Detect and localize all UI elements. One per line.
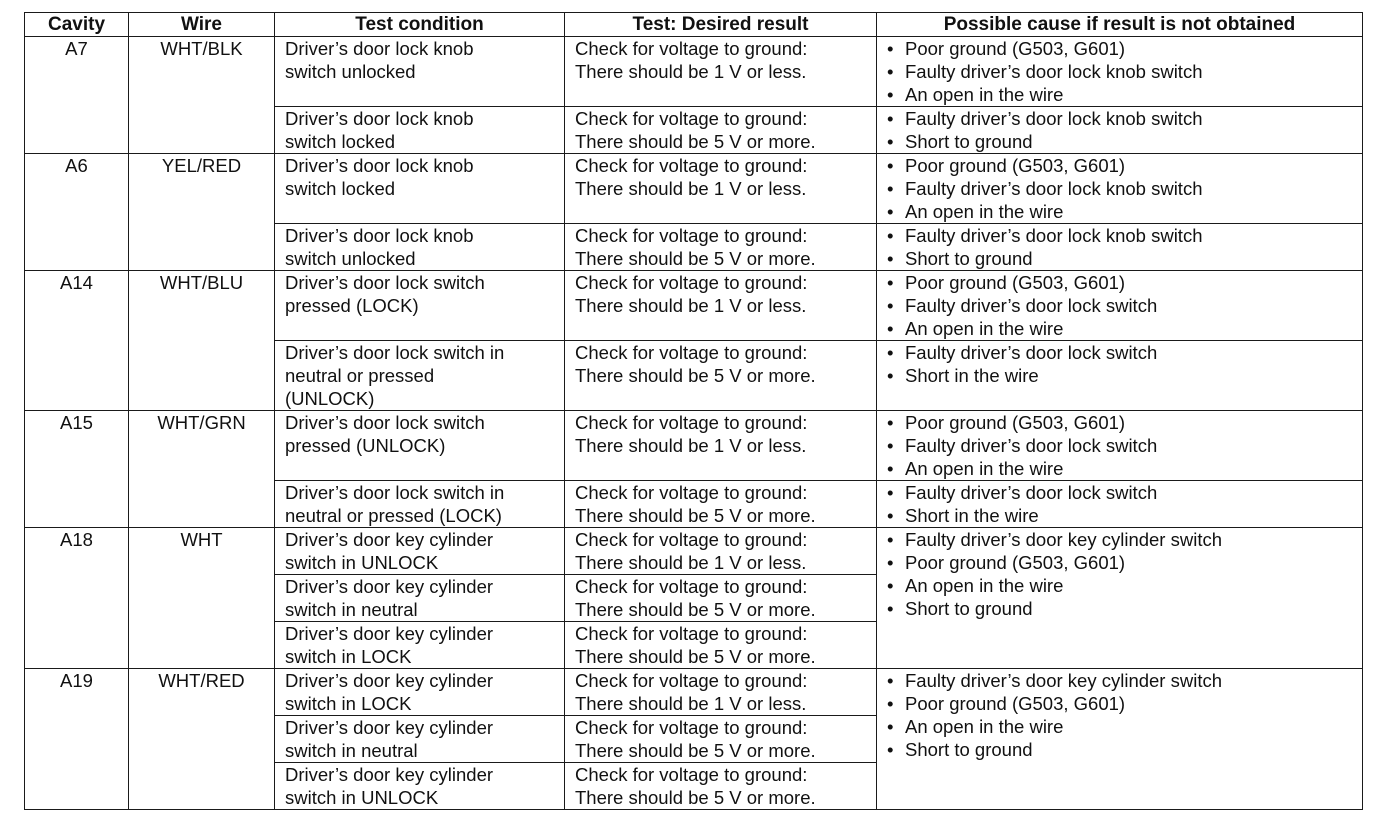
desired-result-cell: Check for voltage to ground: There should be 5 V or more.: [565, 575, 877, 622]
cavity-cell: A7: [25, 37, 129, 154]
cause-list-item: [887, 341, 1362, 364]
bullet-icon: •: [887, 482, 894, 503]
cavity-cell: A6: [25, 154, 129, 271]
cause-text: Short to ground: [905, 598, 1033, 619]
cause-text: Faulty driver’s door key cylinder switch: [905, 670, 1223, 691]
cause-list-item: [887, 715, 1362, 738]
bullet-icon: •: [887, 295, 894, 316]
cause-list-item: [887, 247, 1362, 270]
bullet-icon: •: [887, 155, 894, 176]
door-lock-test-table: [24, 12, 1363, 810]
table-row: [25, 528, 1363, 575]
cause-list-item: [887, 60, 1362, 83]
cause-list-item: [887, 83, 1362, 106]
cause-text: Short to ground: [905, 248, 1033, 269]
cavity-cell: A18: [25, 528, 129, 669]
wire-cell: WHT/BLK: [129, 37, 275, 154]
test-condition-cell: Driver’s door lock knob switch locked: [275, 154, 565, 224]
cause-list-item: [887, 738, 1362, 761]
table-row: [25, 154, 1363, 224]
cause-list-item: [887, 481, 1362, 504]
header-desired-result: Test: Desired result: [565, 13, 877, 37]
cause-text: Faulty driver’s door lock switch: [905, 295, 1158, 316]
cause-list-item: [887, 317, 1362, 340]
bullet-icon: •: [887, 225, 894, 246]
bullet-icon: •: [887, 201, 894, 222]
test-condition-cell: Driver’s door key cylinder switch in neutral: [275, 575, 565, 622]
header-possible-cause: Possible cause if result is not obtained: [877, 13, 1363, 37]
bullet-icon: •: [887, 670, 894, 691]
possible-cause-cell: [877, 154, 1363, 224]
header-test-condition: Test condition: [275, 13, 565, 37]
bullet-icon: •: [887, 505, 894, 526]
desired-result-cell: Check for voltage to ground: There should be 1 V or less.: [565, 669, 877, 716]
cause-list-item: [887, 434, 1362, 457]
cause-list-item: [887, 692, 1362, 715]
bullet-icon: •: [887, 108, 894, 129]
test-condition-cell: Driver’s door key cylinder switch in UNLOCK: [275, 528, 565, 575]
cause-list-item: [887, 37, 1362, 60]
possible-cause-cell: [877, 224, 1363, 271]
cause-list-item: [887, 574, 1362, 597]
bullet-icon: •: [887, 178, 894, 199]
desired-result-cell: Check for voltage to ground: There should be 5 V or more.: [565, 622, 877, 669]
cause-text: Faulty driver’s door lock switch: [905, 342, 1158, 363]
cause-list-item: [887, 107, 1362, 130]
desired-result-cell: Check for voltage to ground: There should be 5 V or more.: [565, 341, 877, 411]
cause-text: Short in the wire: [905, 365, 1039, 386]
cause-list-item: [887, 177, 1362, 200]
cavity-cell: A14: [25, 271, 129, 411]
cause-text: Faulty driver’s door key cylinder switch: [905, 529, 1223, 550]
cause-text: Poor ground (G503, G601): [905, 155, 1126, 176]
cause-text: An open in the wire: [905, 201, 1064, 222]
desired-result-cell: Check for voltage to ground: There should be 1 V or less.: [565, 271, 877, 341]
bullet-icon: •: [887, 598, 894, 619]
cause-list-item: [887, 457, 1362, 480]
cavity-cell: A15: [25, 411, 129, 528]
desired-result-cell: Check for voltage to ground: There should be 5 V or more.: [565, 107, 877, 154]
test-condition-cell: Driver’s door lock switch pressed (LOCK): [275, 271, 565, 341]
table-body: [25, 37, 1363, 810]
test-condition-cell: Driver’s door lock switch pressed (UNLOCK): [275, 411, 565, 481]
cause-list-item: [887, 154, 1362, 177]
table-row: [25, 271, 1363, 341]
bullet-icon: •: [887, 38, 894, 59]
header-row: [25, 13, 1363, 37]
cause-list-item: [887, 294, 1362, 317]
bullet-icon: •: [887, 272, 894, 293]
test-condition-cell: Driver’s door lock knob switch unlocked: [275, 224, 565, 271]
table-row: [25, 411, 1363, 481]
cause-text: Faulty driver’s door lock knob switch: [905, 108, 1203, 129]
cause-text: An open in the wire: [905, 458, 1064, 479]
cause-text: An open in the wire: [905, 575, 1064, 596]
cause-text: Poor ground (G503, G601): [905, 693, 1126, 714]
cavity-cell: A19: [25, 669, 129, 810]
desired-result-cell: Check for voltage to ground: There should be 5 V or more.: [565, 224, 877, 271]
test-condition-cell: Driver’s door lock switch in neutral or pressed (LOCK): [275, 481, 565, 528]
cause-list-item: [887, 271, 1362, 294]
test-condition-cell: Driver’s door lock knob switch unlocked: [275, 37, 565, 107]
cause-text: Poor ground (G503, G601): [905, 272, 1126, 293]
bullet-icon: •: [887, 342, 894, 363]
cause-text: Faulty driver’s door lock knob switch: [905, 61, 1203, 82]
bullet-icon: •: [887, 84, 894, 105]
cause-list-item: [887, 551, 1362, 574]
possible-cause-cell: [877, 341, 1363, 411]
desired-result-cell: Check for voltage to ground: There should be 1 V or less.: [565, 528, 877, 575]
wire-cell: WHT/GRN: [129, 411, 275, 528]
cause-text: An open in the wire: [905, 84, 1064, 105]
cause-list-item: [887, 597, 1362, 620]
test-condition-cell: Driver’s door key cylinder switch in UNLOCK: [275, 763, 565, 810]
bullet-icon: •: [887, 435, 894, 456]
test-condition-cell: Driver’s door lock switch in neutral or pressed (UNLOCK): [275, 341, 565, 411]
possible-cause-cell: [877, 481, 1363, 528]
bullet-icon: •: [887, 412, 894, 433]
desired-result-cell: Check for voltage to ground: There should be 5 V or more.: [565, 763, 877, 810]
wire-cell: YEL/RED: [129, 154, 275, 271]
table-row: [25, 37, 1363, 107]
test-condition-cell: Driver’s door key cylinder switch in LOCK: [275, 669, 565, 716]
bullet-icon: •: [887, 739, 894, 760]
cause-list-item: [887, 224, 1362, 247]
cause-list-item: [887, 504, 1362, 527]
cause-text: Faulty driver’s door lock knob switch: [905, 178, 1203, 199]
bullet-icon: •: [887, 248, 894, 269]
cause-text: Short in the wire: [905, 505, 1039, 526]
cause-list-item: [887, 130, 1362, 153]
test-condition-cell: Driver’s door lock knob switch locked: [275, 107, 565, 154]
cause-list-item: [887, 364, 1362, 387]
cause-list-item: [887, 411, 1362, 434]
cause-text: Faulty driver’s door lock switch: [905, 435, 1158, 456]
bullet-icon: •: [887, 693, 894, 714]
desired-result-cell: Check for voltage to ground: There should be 1 V or less.: [565, 154, 877, 224]
wire-cell: WHT/BLU: [129, 271, 275, 411]
bullet-icon: •: [887, 318, 894, 339]
cause-text: Poor ground (G503, G601): [905, 38, 1126, 59]
table-row: [25, 669, 1363, 716]
test-condition-cell: Driver’s door key cylinder switch in LOCK: [275, 622, 565, 669]
possible-cause-cell: [877, 37, 1363, 107]
header-wire: Wire: [129, 13, 275, 37]
possible-cause-cell: [877, 411, 1363, 481]
desired-result-cell: Check for voltage to ground: There should be 5 V or more.: [565, 481, 877, 528]
cause-text: An open in the wire: [905, 716, 1064, 737]
cause-text: Poor ground (G503, G601): [905, 412, 1126, 433]
cause-list-item: [887, 528, 1362, 551]
bullet-icon: •: [887, 365, 894, 386]
bullet-icon: •: [887, 131, 894, 152]
bullet-icon: •: [887, 716, 894, 737]
bullet-icon: •: [887, 61, 894, 82]
header-cavity: Cavity: [25, 13, 129, 37]
possible-cause-cell: [877, 271, 1363, 341]
bullet-icon: •: [887, 552, 894, 573]
cause-text: Faulty driver’s door lock knob switch: [905, 225, 1203, 246]
test-condition-cell: Driver’s door key cylinder switch in neutral: [275, 716, 565, 763]
possible-cause-cell: [877, 669, 1363, 810]
cause-text: Short to ground: [905, 739, 1033, 760]
cause-text: Faulty driver’s door lock switch: [905, 482, 1158, 503]
desired-result-cell: Check for voltage to ground: There should be 5 V or more.: [565, 716, 877, 763]
wire-cell: WHT/RED: [129, 669, 275, 810]
possible-cause-cell: [877, 107, 1363, 154]
bullet-icon: •: [887, 529, 894, 550]
desired-result-cell: Check for voltage to ground: There should be 1 V or less.: [565, 411, 877, 481]
wire-cell: WHT: [129, 528, 275, 669]
cause-text: An open in the wire: [905, 318, 1064, 339]
cause-list-item: [887, 669, 1362, 692]
bullet-icon: •: [887, 458, 894, 479]
cause-text: Short to ground: [905, 131, 1033, 152]
cause-list-item: [887, 200, 1362, 223]
cause-text: Poor ground (G503, G601): [905, 552, 1126, 573]
desired-result-cell: Check for voltage to ground: There should be 1 V or less.: [565, 37, 877, 107]
bullet-icon: •: [887, 575, 894, 596]
possible-cause-cell: [877, 528, 1363, 669]
